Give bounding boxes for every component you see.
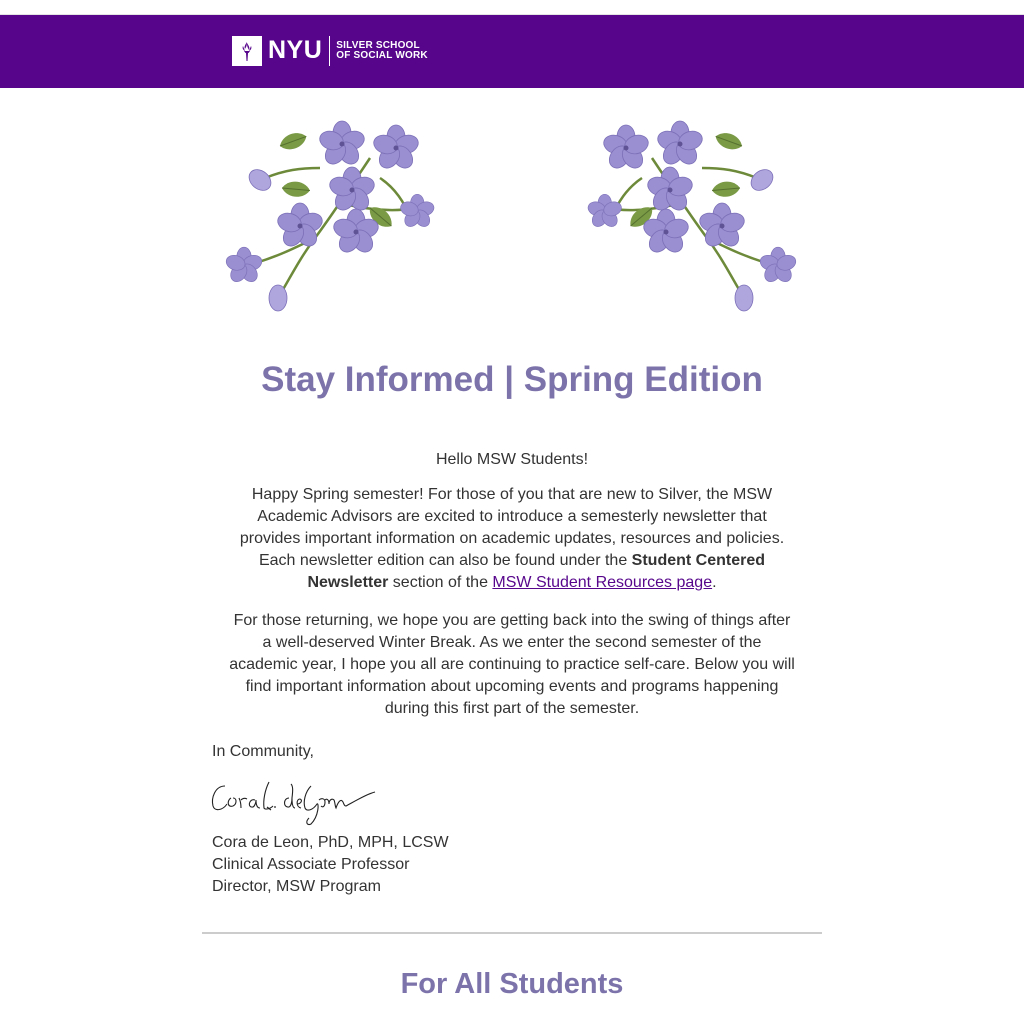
logo-wordmark: NYU <box>268 36 323 64</box>
school-name-line1: SILVER SCHOOL <box>336 39 420 51</box>
torch-icon <box>232 36 262 66</box>
section-title-all-students: For All Students <box>400 968 624 1000</box>
top-border <box>0 0 1024 15</box>
signer-position: Director, MSW Program <box>212 878 381 895</box>
intro-bold-text: Student Centered Newsletter <box>307 552 766 591</box>
header-bar <box>0 15 1024 88</box>
msw-student-resources-link[interactable]: MSW Student Resources page <box>492 574 713 591</box>
section-divider <box>202 932 822 934</box>
newsletter-title: Stay Informed | Spring Edition <box>261 360 763 399</box>
signature-text: Cora L. deLeon <box>207 776 214 777</box>
signer-name: Cora de Leon, PhD, MPH, LCSW <box>212 834 449 851</box>
nyu-silver-logo[interactable] <box>232 35 428 66</box>
flower-illustration-left <box>220 108 450 323</box>
signer-block <box>212 832 449 898</box>
intro-text-a: Happy Spring semester! For those of you that are new to Silver, the MSW Academic Advisors are excited to introduce a semesterly newsletter that provides important information on academic updates, resources and policies. Each newsletter edition can also be found under the <box>239 486 785 569</box>
closing-line: In Community, <box>212 743 314 760</box>
flower-illustration-right <box>572 108 802 323</box>
logo-divider <box>329 36 330 66</box>
signature <box>207 776 382 832</box>
school-name-line2: OF SOCIAL WORK <box>336 49 428 61</box>
intro-text-c: . <box>712 574 717 591</box>
intro-text-b: section of the <box>388 574 493 591</box>
signer-role: Clinical Associate Professor <box>212 856 410 873</box>
returning-paragraph: For those returning, we hope you are getting back into the swing of things after a well-deserved Winter Break. As we enter the second semester of the academic year, I hope you all are continuing to practice self-care. Below you will find important information about upcoming events and programs happening during this first part of the semester. <box>229 612 795 717</box>
greeting: Hello MSW Students! <box>435 451 589 468</box>
intro-paragraph <box>232 484 792 594</box>
school-name <box>336 41 428 61</box>
